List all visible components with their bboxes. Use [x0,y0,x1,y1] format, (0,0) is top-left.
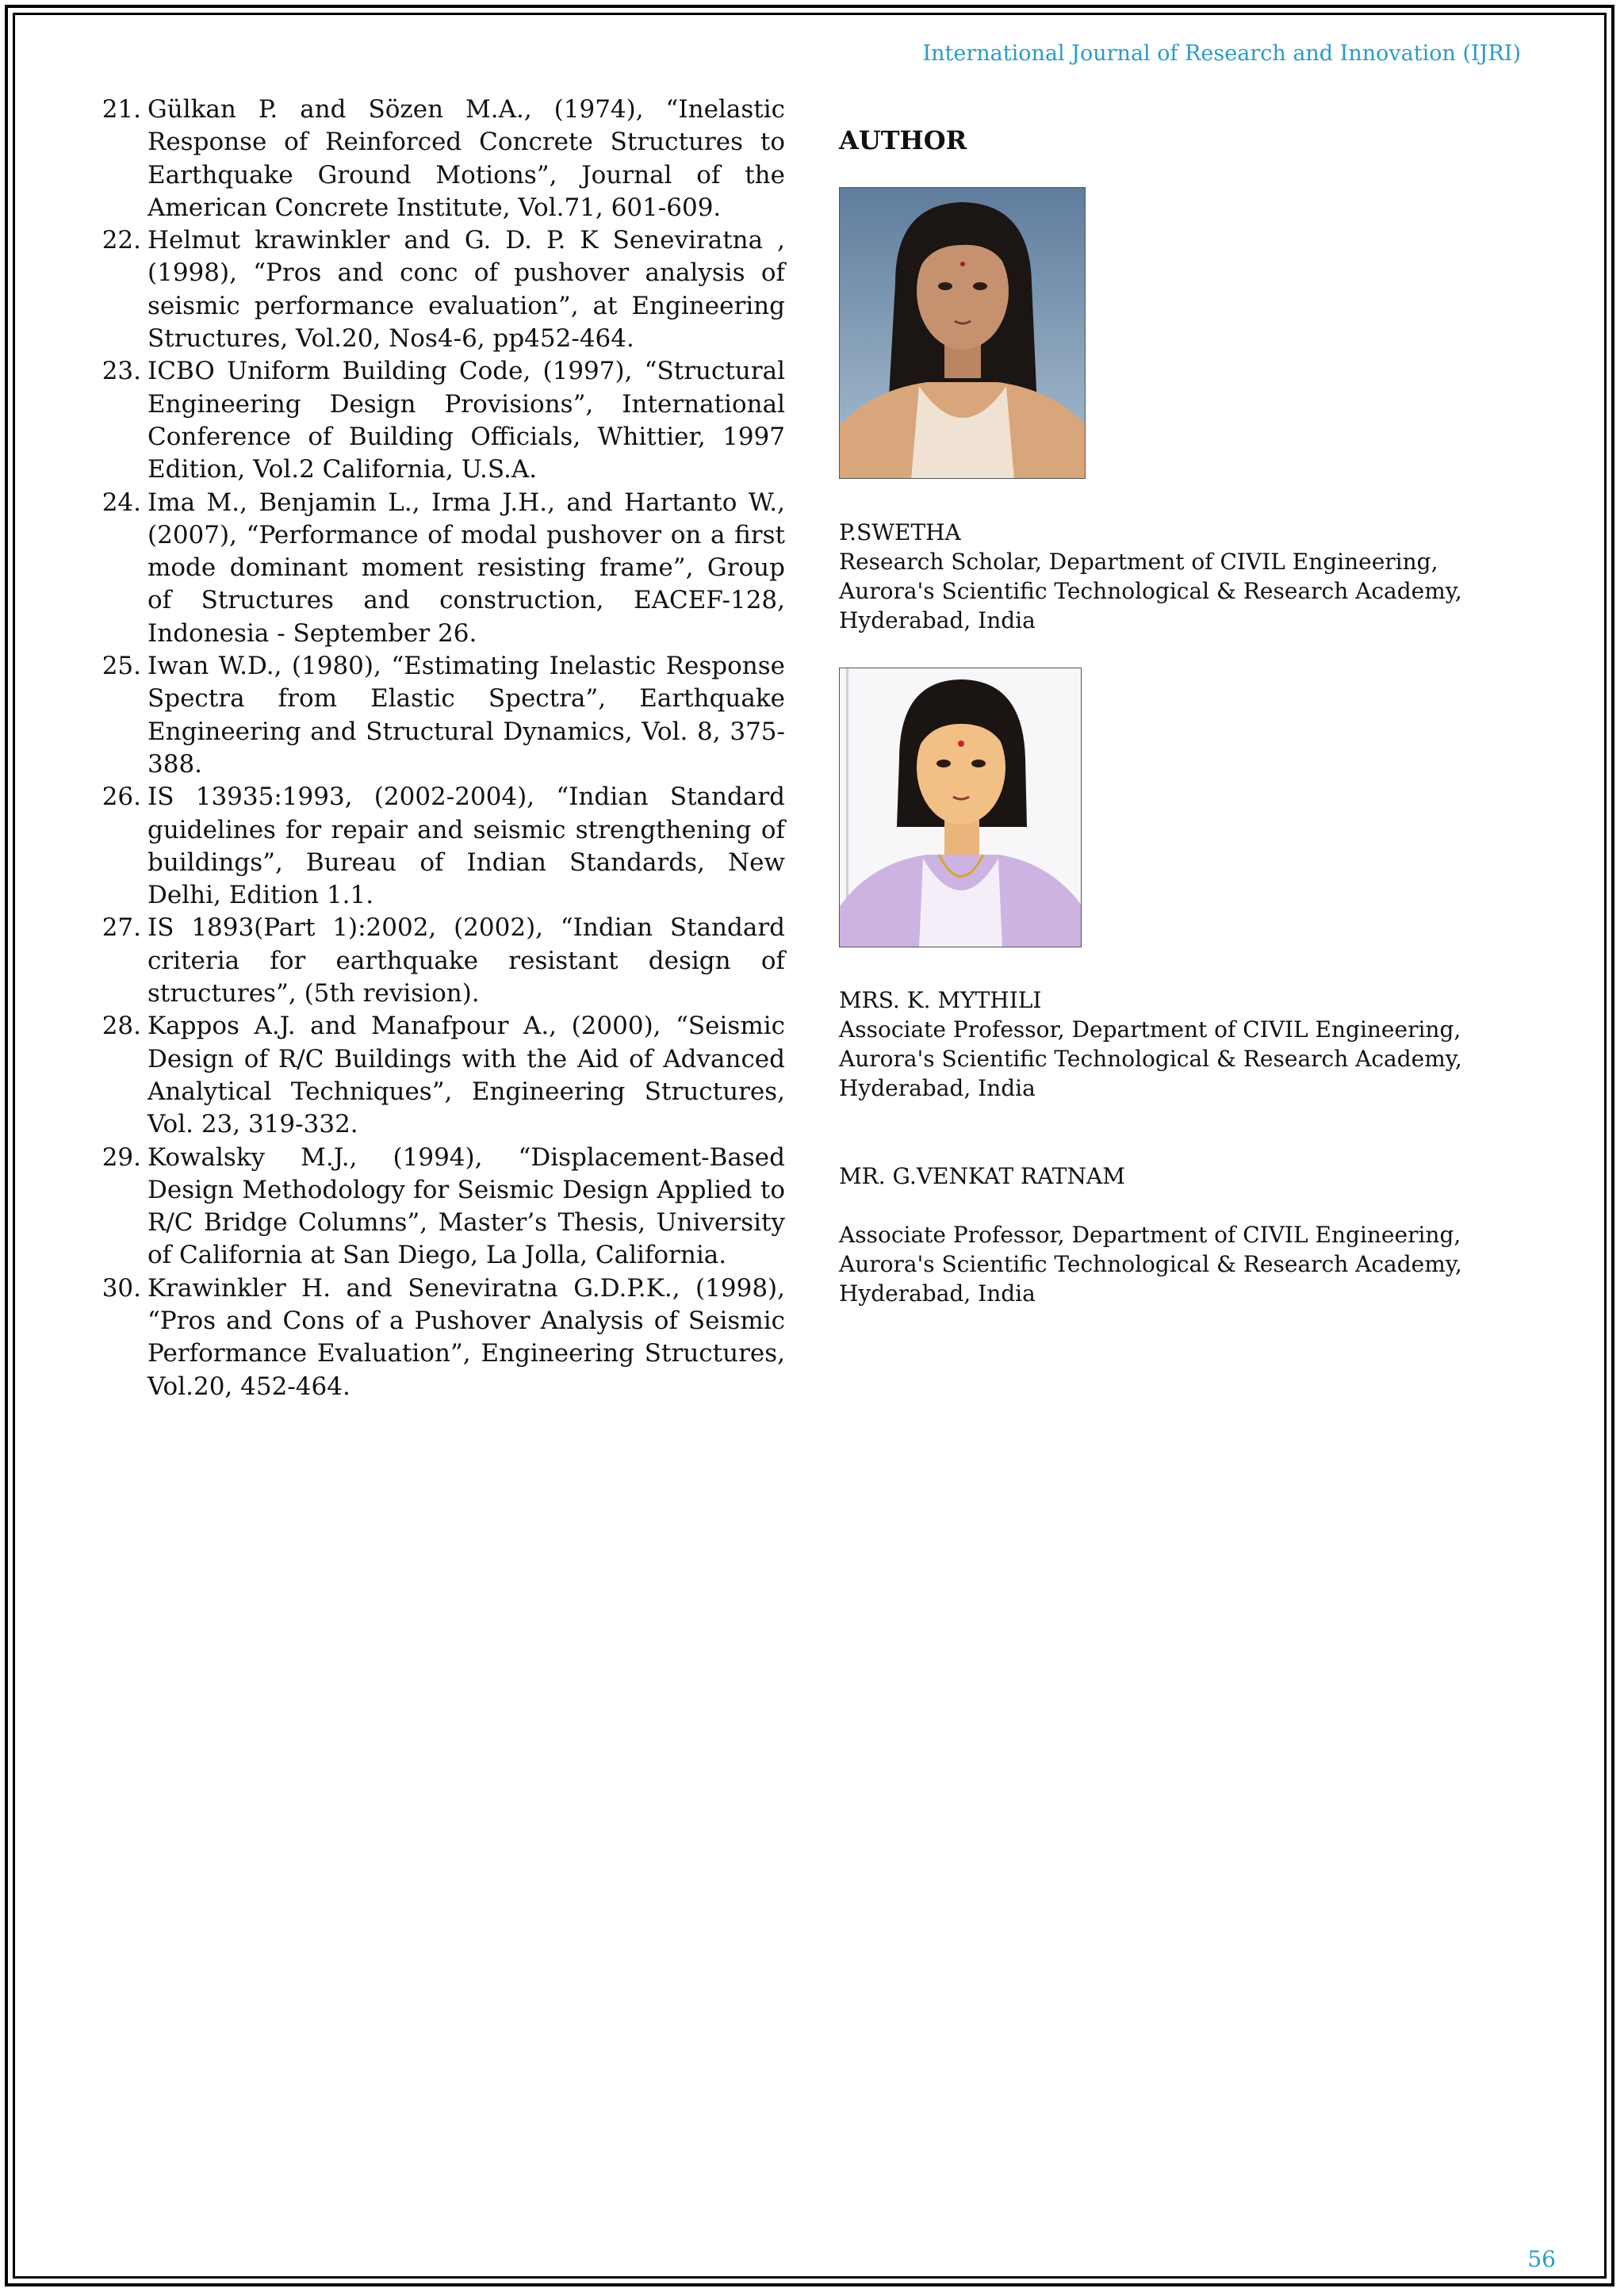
reference-item [94,224,785,355]
author-role: Research Scholar, Department of CIVIL Engineering, [839,549,1438,575]
author-photo-swetha [839,187,1086,479]
reference-text: IS 1893(Part 1):2002, (2002), “Indian Standard criteria for earthquake resistant design of structures”, (5th revision). [147,913,785,1008]
reference-item [94,487,785,650]
author-city: Hyderabad, India [839,1075,1036,1101]
reference-text: Helmut krawinkler and G. D. P. K Seneviratna , (1998), “Pros and conc of pushover analysis of seismic performance evaluation”, at Engineering Structures, Vol.20, Nos4-6, pp452-464. [147,226,785,354]
reference-item [94,94,785,224]
author-institution: Aurora's Scientific Technological & Research Academy, [839,578,1462,604]
reference-text: Krawinkler H. and Seneviratna G.D.P.K., (1998), “Pros and Cons of a Pushover Analysis of Seismic Performance Evaluation”, Engineering Structures, Vol.20, 452-464. [147,1273,785,1401]
reference-text: Ima M., Benjamin L., Irma J.H., and Hartanto W., (2007), “Performance of modal pushover on a first mode dominant moment resisting frame”, Group of Structures and construction, EACEF-128, Indonesia - September 26. [147,488,785,648]
reference-number: 21. [102,95,141,124]
reference-text: IS 13935:1993, (2002-2004), “Indian Standard guidelines for repair and seismic strengthening of buildings”, Bureau of Indian Standards, New Delhi, Edition 1.1. [147,783,785,910]
reference-number: 28. [102,1012,141,1041]
reference-item [94,1142,785,1272]
reference-item [94,355,785,486]
reference-text: Kowalsky M.J., (1994), “Displacement-Based Design Methodology for Seismic Design Applied to R/C Bridge Columns”, Master’s Thesis, University of California at San Diego, La Jolla, California. [147,1142,785,1270]
reference-text: Gülkan P. and Sözen M.A., (1974), “Inelastic Response of Reinforced Concrete Structures to Earthquake Ground Motions”, Journal of the American Concrete Institute, Vol.71, 601-609. [147,95,785,222]
reference-item [94,650,785,781]
reference-text: Kappos A.J. and Manafpour A., (2000), “Seismic Design of R/C Buildings with the Aid of Advanced Analytical Techniques”, Engineering Structures, Vol. 23, 319-332. [147,1012,785,1139]
author-role: Associate Professor, Department of CIVIL Engineering, [839,1222,1461,1248]
author-city: Hyderabad, India [839,1280,1036,1307]
author-name: P.SWETHA [839,519,961,545]
page-number: 56 [1527,2246,1556,2272]
reference-number: 23. [102,357,141,386]
author-institution: Aurora's Scientific Technological & Research Academy, [839,1251,1462,1277]
reference-item [94,781,785,912]
author-photo-mythili [839,668,1082,947]
reference-number: 29. [102,1142,141,1172]
reference-number: 27. [102,913,141,943]
author-name: MRS. K. MYTHILI [839,987,1042,1013]
reference-number: 24. [102,488,141,517]
reference-number: 26. [102,783,141,812]
reference-item [94,1272,785,1403]
author-heading: AUTHOR [839,125,967,155]
reference-item [94,1010,785,1141]
reference-number: 25. [102,652,141,681]
reference-number: 30. [102,1273,141,1303]
reference-text: Iwan W.D., (1980), “Estimating Inelastic Response Spectra from Elastic Spectra”, Earthquake Engineering and Structural Dynamics, Vol. 8, 375-388. [147,652,785,779]
author-city: Hyderabad, India [839,607,1036,633]
author-institution: Aurora's Scientific Technological & Research Academy, [839,1046,1462,1072]
reference-number: 22. [102,226,141,255]
reference-text: ICBO Uniform Building Code, (1997), “Structural Engineering Design Provisions”, International Conference of Building Officials, Whittier, 1997 Edition, Vol.2 California, U.S.A. [147,357,785,484]
reference-item [94,912,785,1010]
journal-header: International Journal of Research and Innovation (IJRI) [922,41,1521,66]
reference-list [94,94,785,1403]
author-name: MR. G.VENKAT RATNAM [839,1163,1125,1189]
author-role: Associate Professor, Department of CIVIL Engineering, [839,1016,1461,1043]
